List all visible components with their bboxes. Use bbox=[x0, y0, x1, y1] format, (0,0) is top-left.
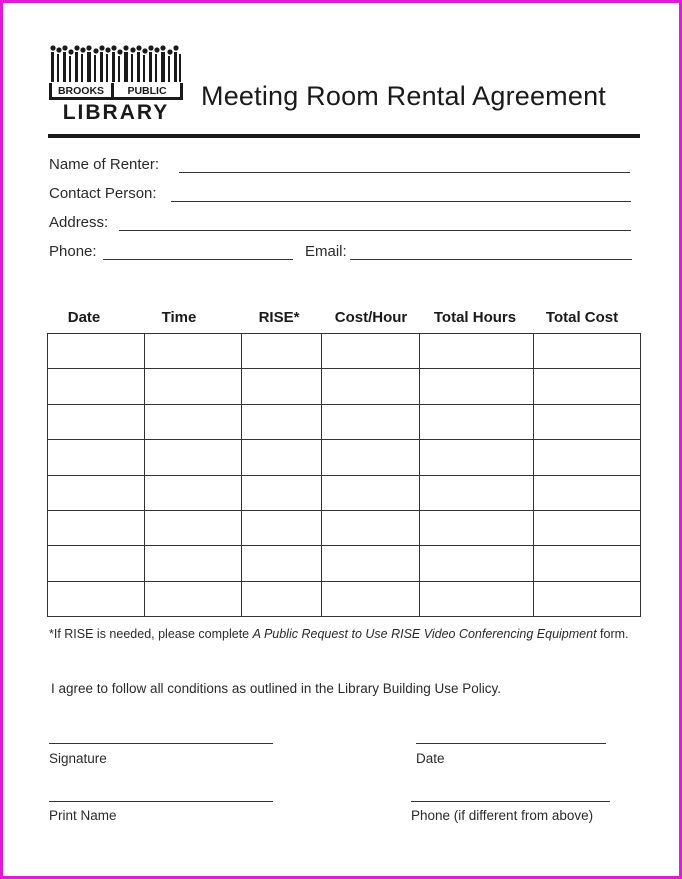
table-cell[interactable] bbox=[322, 404, 420, 439]
table-cell[interactable] bbox=[48, 510, 145, 545]
table-cell[interactable] bbox=[242, 404, 322, 439]
table-cell[interactable] bbox=[322, 510, 420, 545]
table-cell[interactable] bbox=[322, 369, 420, 404]
table-cell[interactable] bbox=[322, 334, 420, 369]
table-cell[interactable] bbox=[420, 334, 534, 369]
signature-line[interactable] bbox=[49, 743, 273, 744]
table-cell[interactable] bbox=[534, 581, 641, 616]
table-cell[interactable] bbox=[145, 334, 242, 369]
table-row bbox=[48, 404, 641, 439]
table-cell[interactable] bbox=[322, 440, 420, 475]
table-cell[interactable] bbox=[48, 369, 145, 404]
table-cell[interactable] bbox=[145, 510, 242, 545]
contact-person-label: Contact Person: bbox=[49, 185, 157, 202]
alt-phone-label: Phone (if different from above) bbox=[411, 808, 594, 823]
table-cell[interactable] bbox=[48, 475, 145, 510]
table-cell[interactable] bbox=[48, 404, 145, 439]
table-cell[interactable] bbox=[534, 475, 641, 510]
agreement-statement: I agree to follow all conditions as outlined in the Library Building Use Policy. bbox=[51, 681, 501, 696]
col-header-total-hours: Total Hours bbox=[433, 309, 517, 326]
table-cell[interactable] bbox=[145, 440, 242, 475]
table-cell[interactable] bbox=[322, 546, 420, 581]
page-title: Meeting Room Rental Agreement bbox=[201, 81, 607, 111]
table-cell[interactable] bbox=[420, 440, 534, 475]
title-divider bbox=[48, 134, 640, 138]
table-cell[interactable] bbox=[420, 581, 534, 616]
address-label: Address: bbox=[49, 214, 109, 231]
table-row bbox=[48, 510, 641, 545]
table-cell[interactable] bbox=[322, 581, 420, 616]
phone-field[interactable] bbox=[103, 259, 293, 260]
table-row bbox=[48, 546, 641, 581]
table-cell[interactable] bbox=[420, 404, 534, 439]
table-cell[interactable] bbox=[145, 369, 242, 404]
phone-label: Phone: bbox=[49, 243, 97, 260]
table-cell[interactable] bbox=[242, 334, 322, 369]
table-cell[interactable] bbox=[322, 475, 420, 510]
date-label: Date bbox=[416, 751, 445, 766]
rise-footnote bbox=[49, 627, 629, 641]
table-cell[interactable] bbox=[145, 475, 242, 510]
table-cell[interactable] bbox=[534, 440, 641, 475]
table-row bbox=[48, 440, 641, 475]
table-cell[interactable] bbox=[48, 440, 145, 475]
renter-name-label: Name of Renter: bbox=[49, 156, 160, 173]
table-cell[interactable] bbox=[48, 334, 145, 369]
table-cell[interactable] bbox=[420, 369, 534, 404]
col-header-time: Time bbox=[161, 309, 197, 326]
table-row bbox=[48, 334, 641, 369]
barcode-logo-icon bbox=[49, 45, 183, 123]
table-cell[interactable] bbox=[242, 546, 322, 581]
print-name-label: Print Name bbox=[49, 808, 117, 823]
table-cell[interactable] bbox=[242, 475, 322, 510]
table-cell[interactable] bbox=[534, 510, 641, 545]
table-cell[interactable] bbox=[145, 404, 242, 439]
email-field[interactable] bbox=[350, 259, 632, 260]
col-header-date: Date bbox=[67, 309, 101, 326]
renter-name-field[interactable] bbox=[179, 172, 630, 173]
table-row bbox=[48, 369, 641, 404]
table-cell[interactable] bbox=[242, 440, 322, 475]
table-cell[interactable] bbox=[145, 581, 242, 616]
signature-label: Signature bbox=[49, 751, 107, 766]
table-cell[interactable] bbox=[48, 581, 145, 616]
table-cell[interactable] bbox=[145, 546, 242, 581]
table-cell[interactable] bbox=[420, 475, 534, 510]
email-label: Email: bbox=[305, 243, 347, 260]
col-header-total-cost: Total Cost bbox=[545, 309, 619, 326]
table-cell[interactable] bbox=[242, 369, 322, 404]
table-cell[interactable] bbox=[420, 510, 534, 545]
contact-person-field[interactable] bbox=[171, 201, 631, 202]
alt-phone-line[interactable] bbox=[411, 801, 610, 802]
col-header-cost-hour: Cost/Hour bbox=[334, 309, 408, 326]
logo-word-public: PUBLIC bbox=[127, 85, 167, 97]
table-cell[interactable] bbox=[534, 404, 641, 439]
address-field[interactable] bbox=[119, 230, 631, 231]
table-cell[interactable] bbox=[534, 546, 641, 581]
col-header-rise: RISE* bbox=[258, 309, 300, 326]
logo-word-brooks: BROOKS bbox=[57, 85, 105, 97]
table-row bbox=[48, 475, 641, 510]
table-cell[interactable] bbox=[534, 334, 641, 369]
logo-word-library: LIBRARY bbox=[62, 101, 170, 123]
footnote-prefix: *If RISE is needed, please complete bbox=[49, 627, 253, 641]
table-cell[interactable] bbox=[242, 510, 322, 545]
table-cell[interactable] bbox=[48, 546, 145, 581]
library-logo bbox=[49, 45, 183, 123]
table-cell[interactable] bbox=[534, 369, 641, 404]
table-row bbox=[48, 581, 641, 616]
table-cell[interactable] bbox=[420, 546, 534, 581]
print-name-line[interactable] bbox=[49, 801, 273, 802]
rental-table bbox=[47, 333, 641, 617]
date-line[interactable] bbox=[416, 743, 606, 744]
footnote-suffix: form. bbox=[596, 627, 629, 641]
table-cell[interactable] bbox=[242, 581, 322, 616]
footnote-form-name: A Public Request to Use RISE Video Conferencing Equipment bbox=[252, 627, 597, 641]
